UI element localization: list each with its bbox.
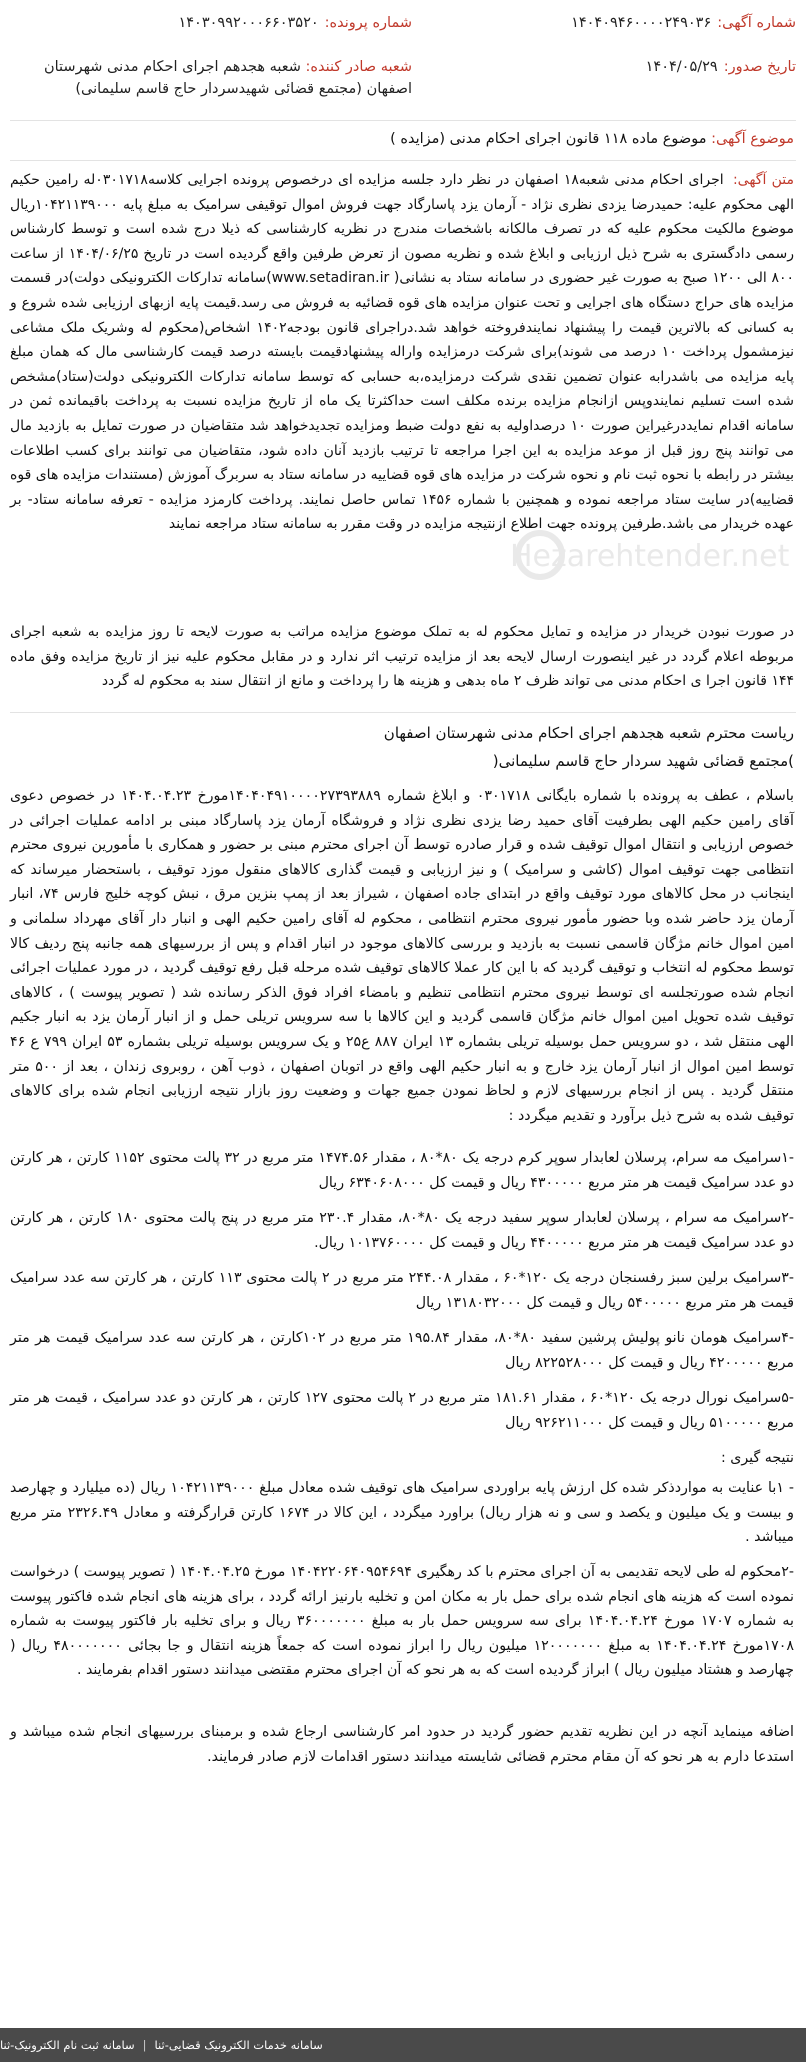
- watermark-text: Hezarehtender.net: [510, 539, 790, 574]
- subject-label: موضوع آگهی:: [711, 131, 794, 147]
- closing-paragraph: اضافه مینماید آنچه در این نظریه تقدیم حضور گردید در حدود امر کارشناسی ارجاع شده و برمبنای بررسیهای انجام شده میباشد و استدعا دارم به هر نحو که آن مقام محترم قضائی شایسته میدانند دستور اقدامات لازم صادر فرمایند.: [10, 1724, 794, 1765]
- item-5: -۵سرامیک نورال درجه یک ۱۲۰*۶۰ ، مقدار ۱۸۱.۶۱ متر مربع در ۲ پالت محتوی ۱۲۷ کارتن ، هر کارتن دو عدد سرامیک ، قیمت هر متر مربع ۵۱۰۰۰۰۰ ریال و قیمت کل ۹۲۶۲۱۱۰۰۰ ریال: [10, 1390, 795, 1431]
- body-paragraph-2: در صورت نبودن خریدار در مزایده و تمایل محکوم له به تملک موضوع مزایده مراتب به صورت لایحه تا روز مزایده به شعبه اجرای مربوطه اعلام گردد در غیر اینصورت ارسال لایحه بعد از مزایده ترتیب اثر ندارد و در مقابل محکوم علیه نیز از تاریخ مزایده وفق ماده ۱۴۴ قانون اجرا ی احکام مدنی می تواند ظرف ۲ ماه بدهی و هزینه ها را پرداخت و مانع از انتقال سند به محکوم له گردد: [10, 624, 794, 690]
- divider: [10, 160, 796, 161]
- subject-line: [10, 128, 794, 150]
- notice-body: [10, 168, 794, 537]
- notice-body-2: [10, 620, 794, 694]
- body-paragraph-1: اجرای احکام مدنی شعبه۱۸ اصفهان در نظر دارد جلسه مزایده ای درخصوص پرونده اجرایی کلاسه۰۳۰۱۷۱۸له رامین حکیم الهی محکوم علیه: حمیدرضا یزدی نظری نژاد - آرمان یزد پاسارگاد جهت فروش اموال توقیفی سرامیک به مبلغ پایه ۱۰۴۲۱۱۳۹۰۰۰ریال موضوع مالکیت محکوم علیه که در تصرف مالکانه باشخصات مندرج در نظریه کارشناسی که ذیلا درج شده است و توسط کارشناس رسمی دادگستری به شرح ذیل ارزیابی و ابلاغ شده و نظریه مصون از تعرض طرفین واقع گردیده است در تاریخ ۱۴۰۴/۰۶/۲۵ از ساعت ۸۰۰ الی ۱۲۰۰ صبح به صورت غیر حضوری در سامانه ستاد به نشانی( www.setadiran.ir)سامانه تدارکات الکترونیکی دولت)در قسمت مزایده های حراج دستگاه های اجرایی و تحت عنوان مزایده های قوه قضائیه به فروش می رسد.قیمت پایه ازبهای ارزیابی شده شروع و به کسانی که بالاترین قیمت را پیشنهاد نمایندفروخته خواهد شد.دراجرای قانون بودجه۱۴۰۲ اشخاص(محکوم له وشریک ملک مشاعی نیزمشمول پرداخت ۱۰ درصد می شوند)برای شرکت درمزایده واراله پیشنهادقیمت بایسته درصد قیمت کارشناسی مال که همان مبلغ پایه مزایده می باشدرابه عنوان تضمین نقدی شرکت درمزایده،به حسابی که توسط سامانه تدارکات الکترونیکی دولت(ستاد)مشخص شده است تسلیم نمایندوپس ازانجام مزایده برنده مکلف است حداکثرتا یک ماه از تاریخ مزایده نسبت به پرداخت باقیمانده ثمن در سامانه اقدام نمایددرغیراین صورت ۱۰ درصداولیه به نفع دولت ضبط ومزایده تجدیدخواهد شد متقاضیان در صورت تمایل به بازدید مال می توانند پنج روز قبل از موعد مزایده به این اجرا مراجعه تا ترتیب بازدید آنان داده شود، متقاضیان می توانند برای کسب اطلاعات بیشتر در رابطه با نحوه ثبت نام و نحوه شرکت در مزایده های قوه قضاییه در سامانه ستاد به سربرگ آموزش (مستندات مزایده های قوه قضاییه)در سایت ستاد مراجعه نموده و همچنین با شماره ۱۴۵۶ تماس حاصل نمایند. پرداخت کارمزد مزایده - تعرفه سامانه ستاد- بر عهده خریدار می باشد.طرفین پرونده جهت اطلاع ازنتیجه مزایده در وقت مقرر به سامانه ستاد مراجعه نمایند: [10, 172, 794, 533]
- item-4: -۴سرامیک هومان نانو پولیش پرشین سفید ۸۰*۸۰، مقدار ۱۹۵.۸۴ متر مربع در ۱۰۲کارتن ، هر کارتن سه عدد سرامیک قیمت هر متر مربع ۴۲۰۰۰۰۰ ریال و قیمت کل ۸۲۲۵۲۸۰۰۰ ریال: [10, 1330, 794, 1371]
- issue-date-label: تاریخ صدور:: [723, 59, 796, 75]
- item-1: -۱سرامیک مه سرام، پرسلان لعابدار سوپر کرم درجه یک ۸۰*۸۰ ، مقدار ۱۴۷۴.۵۶ متر مربع در ۳۲ پالت محتوی ۱۱۵۲ کارتن ، هر کارتن دو عدد سرامیک قیمت هر متر مربع ۴۳۰۰۰۰۰ ریال و قیمت کل ۶۳۴۰۶۰۸۰۰۰ ریال: [10, 1150, 794, 1191]
- issuer-row: [12, 56, 412, 100]
- case-number-value: ۱۴۰۳۰۹۹۲۰۰۰۶۶۰۳۵۲۰: [178, 15, 319, 31]
- item-3: -۳سرامیک برلین سبز رفسنجان درجه یک ۱۲۰*۶۰ ، مقدار ۲۴۴.۰۸ متر مربع در ۲ پالت محتوی ۱۱۳ کارتن ، هر کارتن سه عدد سرامیک قیمت هر متر مربع ۵۴۰۰۰۰۰ ریال و قیمت کل ۱۳۱۸۰۳۲۰۰۰ ریال: [10, 1270, 794, 1311]
- case-number-row: [12, 12, 412, 34]
- issue-date-value: ۱۴۰۴/۰۵/۲۹: [645, 59, 718, 75]
- ad-number-value: ۱۴۰۴۰۹۴۶۰۰۰۰۲۴۹۰۳۶: [571, 15, 712, 31]
- result-heading: نتیجه گیری :: [720, 1450, 794, 1466]
- issuer-value: شعبه هجدهم اجرای احکام مدنی شهرستان اصفهان (مجتمع قضائی شهیدسردار حاج قاسم سلیمانی): [43, 59, 412, 97]
- ad-number-label: شماره آگهی:: [717, 15, 796, 31]
- footer-link-sana[interactable]: سامانه خدمات الکترونیک قضایی-ثنا: [154, 2038, 323, 2052]
- notice-meta: [12, 12, 796, 120]
- subject-text: موضوع ماده ۱۱۸ قانون اجرای احکام مدنی (مزایده ): [390, 131, 707, 147]
- body-label: متن آگهی:: [732, 172, 794, 188]
- result-2: -۲محکوم له طی لایحه تقدیمی به آن اجرای محترم با کد رهگیری ۱۴۰۴۲۲۰۶۴۰۹۵۴۶۹۴ مورخ ۱۴۰۴.۰۴.۲۵ ( تصویر پیوست ) درخواست نموده است که هزینه های انجام شده برای حمل بار به مکان امن و تخلیه بارنیز ارائه گردد ، برای هزینه های انجام شده فاکتور پیوست به شماره ۱۷۰۷ مورخ ۱۴۰۴.۰۴.۲۴ برای سه سرویس حمل بار به مبلغ ۳۶۰۰۰۰۰۰۰ ریال و برای تخلیه بار فاکتور پیوست به شماره ۱۷۰۸مورخ ۱۴۰۴.۰۴.۲۴ به مبلغ ۱۲۰۰۰۰۰۰۰ میلیون ریال را ابراز نموده است که جمعاً هزینه انتقال و جا بجائی ۴۸۰۰۰۰۰۰۰ ریال ( چهارصد و هشتاد میلیون ریال ) ابراز گردیده است که به هر نحو که آن اجرای محترم مقتضی میدانند دستور اقدام بفرمایند .: [10, 1564, 794, 1679]
- issue-date-row: [416, 56, 796, 78]
- footer-link-register[interactable]: سامانه ثبت نام الکترونیک-ثنا: [0, 2038, 135, 2052]
- ad-number-row: [416, 12, 796, 34]
- footer-separator: |: [142, 2038, 147, 2052]
- divider: [10, 712, 796, 713]
- case-number-label: شماره پرونده:: [324, 15, 412, 31]
- issuer-label: شعبه صادر کننده:: [305, 59, 412, 75]
- letter-heading-1: ریاست محترم شعبه هجدهم اجرای احکام مدنی شهرستان اصفهان: [383, 724, 794, 742]
- letter-intro: باسلام ، عطف به پرونده با شماره بایگانی ۰۳۰۱۷۱۸ و ابلاغ شماره ۱۴۰۴۰۴۹۱۰۰۰۰۲۷۳۹۳۸۸۹مورخ ۱۴۰۴.۰۴.۲۳ در خصوص دعوی آقای رامین حکیم الهی بطرفیت آقای حمید رضا یزدی نظری نژاد و فروشگاه آرمان یزد پاسارگاد مبنی بر ادامه عملیات اجرائی در خصوص ارزیابی و انتقال اموال توقیف شده و قرار صادره توسط آن اجرای محترم مبنی بر حضور و همکاری با مأمورین نیروی محترم انتظامی جهت توقیف اموال (کاشی و سرامیک ) و نیز ارزیابی و قیمت گذاری کالاهای منقول موزد توقیف ، باستحضار میرساند که اینجانب در محل کالاهای مورد توقیف واقع در ابتدای جاده اصفهان ، شیراز بعد از پمپ بنزین مرق ، نبش کوچه خلیج فارس ۷۴، انبار آرمان یزد حاضر شده وبا حضور مأمور نیروی محترم انتظامی ، محکوم له آقای رامین حکیم الهی و انبار دار آقای مهرداد سلمانی و امین اموال خانم مژگان قاسمی نسبت به بازدید و بررسی کالاهای موجود در انبار اقدام و پس از بررسیهای همه جانبه پنج ردیف کالا توسط محکوم له انتخاب و توقیف گردید که با این کار عملا کالاهای توقیف شده مرحله قبل رفع توقیف گردید ، در مورد عملیات اجرائی انجام شده صورتجلسه ای توسط نیروی محترم انتظامی تنظیم و بامضاء افراد فوق الذکر رسانده شد ( تصویر پیوست ) ، کالاهای توقیف شده تحویل امین اموال خانم مژگان قاسمی گردید و این کالاها با سه سرویس تریلی حمل و از انبار آرمان یزد به انبار جکیم الهی منتقل شد ، دو سرویس حمل بوسیله تریلی بشماره ۱۳ ایران ۸۸۷ ع۲۵ و یک سرویس بوسیله تریلی بشماره ۵۳ ایران ۷۹۹ ع ۴۶ توسط امین اموال از انبار آرمان یزد خارج و به انبار حکیم الهی واقع در اتوبان اصفهان ، ذوب آهن ، روبروی زندان ، بعد از ۵۰۰ متر منتقل گردید . پس از انجام بررسیهای لازم و لحاظ نمودن جمیع جهات و وضعیت روز بازار نتیجه ارزیابی انجام شده برای کالاهای توقیف شده به شرح ذیل برآورد و تقدیم میگردد :: [10, 788, 795, 1124]
- result-1: - ۱با عنایت به مواردذکر شده کل ارزش پایه براوردی سرامیک های توقیف شده معادل مبلغ ۱۰۴۲۱۱۳۹۰۰۰ ریال (ده میلیارد و چهارصد و بیست و یک میلیون و یکصد و سی و نه هزار ریال) براورد میگردد ، این کالا در ۱۶۷۴ کارتن قرارگرفته و معادل ۲۳۲۶.۴۹ متر مربع میباشد .: [10, 1480, 794, 1546]
- footer-bar: [0, 2028, 806, 2062]
- letter-heading-2: )مجتمع قضائی شهید سردار حاج قاسم سلیمانی(: [492, 752, 794, 770]
- item-2: -۲سرامیک مه سرام ، پرسلان لعابدار سوپر سفید درجه یک ۸۰*۸۰، مقدار ۲۳۰.۴ متر مربع در پنج پالت محتوی ۱۸۰ کارتن ، هر کارتن دو عدد سرامیک قیمت هر متر مربع ۴۴۰۰۰۰۰ ریال و قیمت کل ۱۰۱۳۷۶۰۰۰۰ ریال.: [10, 1210, 794, 1251]
- divider: [10, 120, 796, 121]
